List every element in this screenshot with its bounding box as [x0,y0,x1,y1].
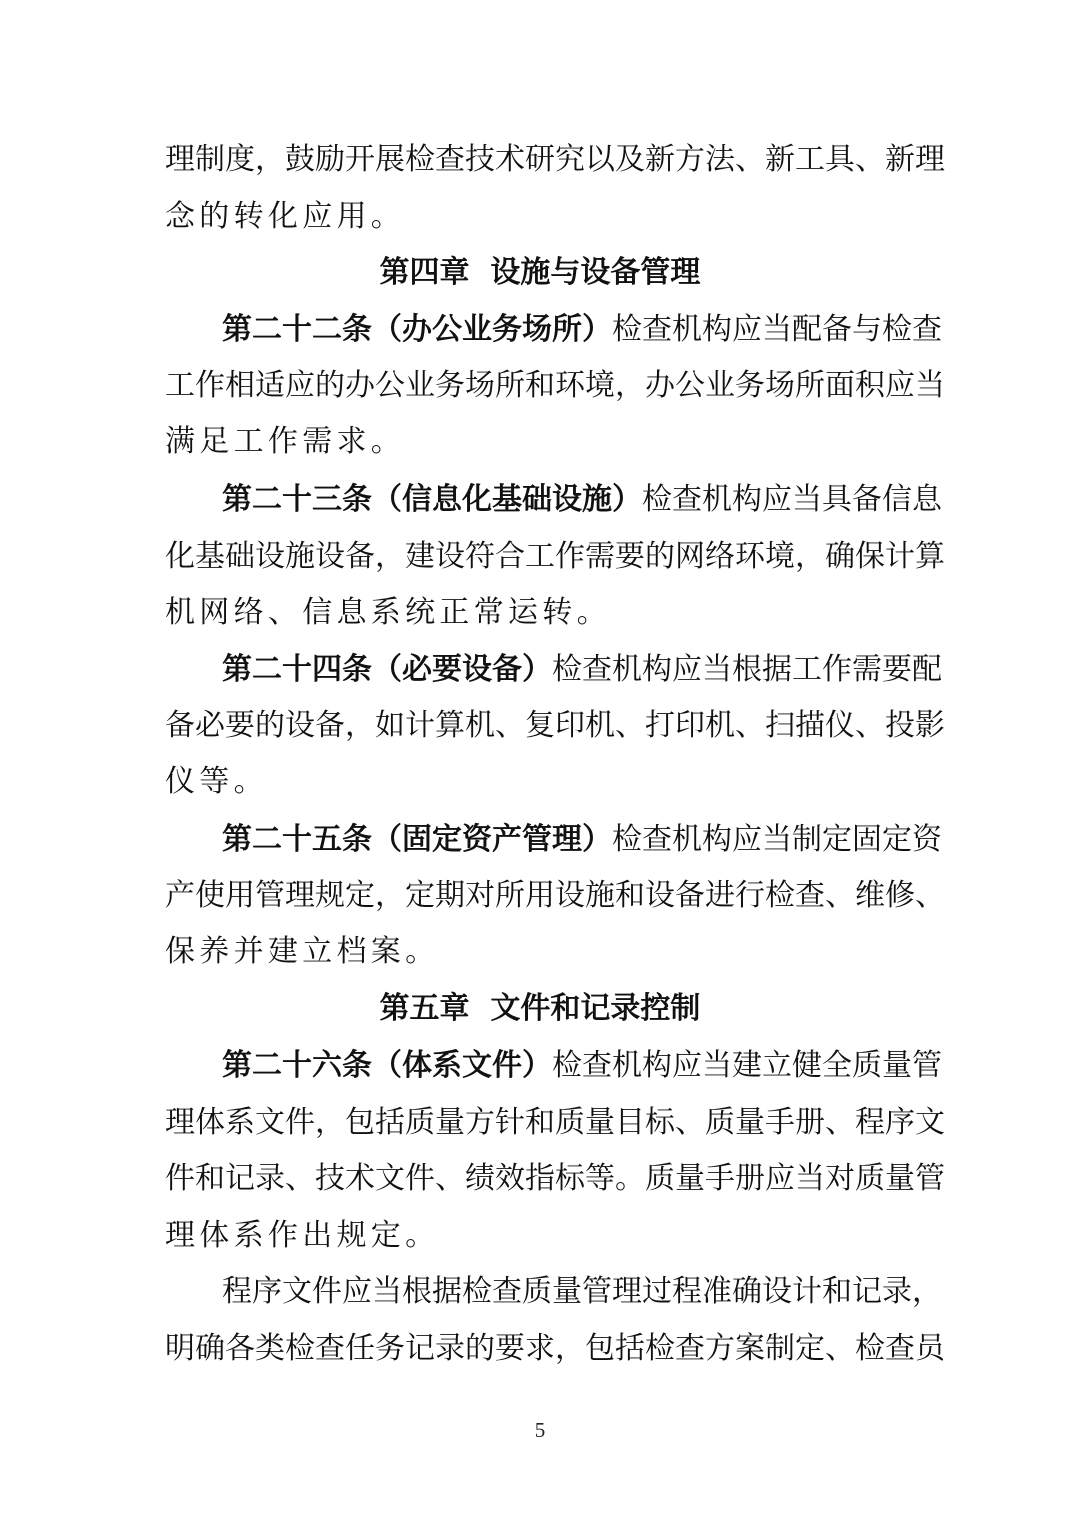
body-text-line: 理制度，鼓励开展检查技术研究以及新方法、新工具、新理 [165,142,945,177]
article-text: 检查机构应当配备与检查 [612,312,942,347]
article-text: 检查机构应当建立健全质量管 [552,1048,942,1083]
article-text: 检查机构应当制定固定资 [612,822,942,857]
chapter-heading: 第四章 设施与设备管理 [379,255,701,290]
body-text-line: 保养并建立档案。 [165,934,440,969]
article-title: 第二十三条（信息化基础设施） [222,482,642,517]
article-first-line [222,1036,942,1096]
article-first-line [222,640,942,700]
body-text-line: 理体系作出规定。 [165,1218,440,1253]
body-text-line: 机网络、信息系统正常运转。 [165,595,611,630]
body-text-line: 产使用管理规定，定期对所用设施和设备进行检查、维修、 [165,878,945,913]
body-text-line: 满足工作需求。 [165,424,406,459]
article-title: 第二十二条（办公业务场所） [222,312,612,347]
article-first-line [222,810,942,870]
body-text-line: 程序文件应当根据检查质量管理过程准确设计和记录， [222,1274,942,1309]
article-title: 第二十五条（固定资产管理） [222,822,612,857]
body-text-line: 化基础设施设备，建设符合工作需要的网络环境，确保计算 [165,539,945,574]
article-title: 第二十四条（必要设备） [222,652,552,687]
body-text-line: 明确各类检查任务记录的要求，包括检查方案制定、检查员 [165,1331,945,1366]
body-text-line: 念的转化应用。 [165,199,406,234]
body-text-line: 备必要的设备，如计算机、复印机、打印机、扫描仪、投影 [165,708,945,743]
body-text-line: 工作相适应的办公业务场所和环境，办公业务场所面积应当 [165,368,945,403]
article-first-line [222,300,942,360]
body-text-line: 仪等。 [165,764,268,799]
article-first-line [222,470,942,530]
body-text-line: 理体系文件，包括质量方针和质量目标、质量手册、程序文 [165,1105,945,1140]
article-title: 第二十六条（体系文件） [222,1048,552,1083]
chapter-heading: 第五章 文件和记录控制 [379,991,701,1026]
article-text: 检查机构应当根据工作需要配 [552,652,942,687]
page-number: 5 [534,1418,546,1442]
article-text: 检查机构应当具备信息 [642,482,942,517]
body-text-line: 件和记录、技术文件、绩效指标等。质量手册应当对质量管 [165,1161,945,1196]
